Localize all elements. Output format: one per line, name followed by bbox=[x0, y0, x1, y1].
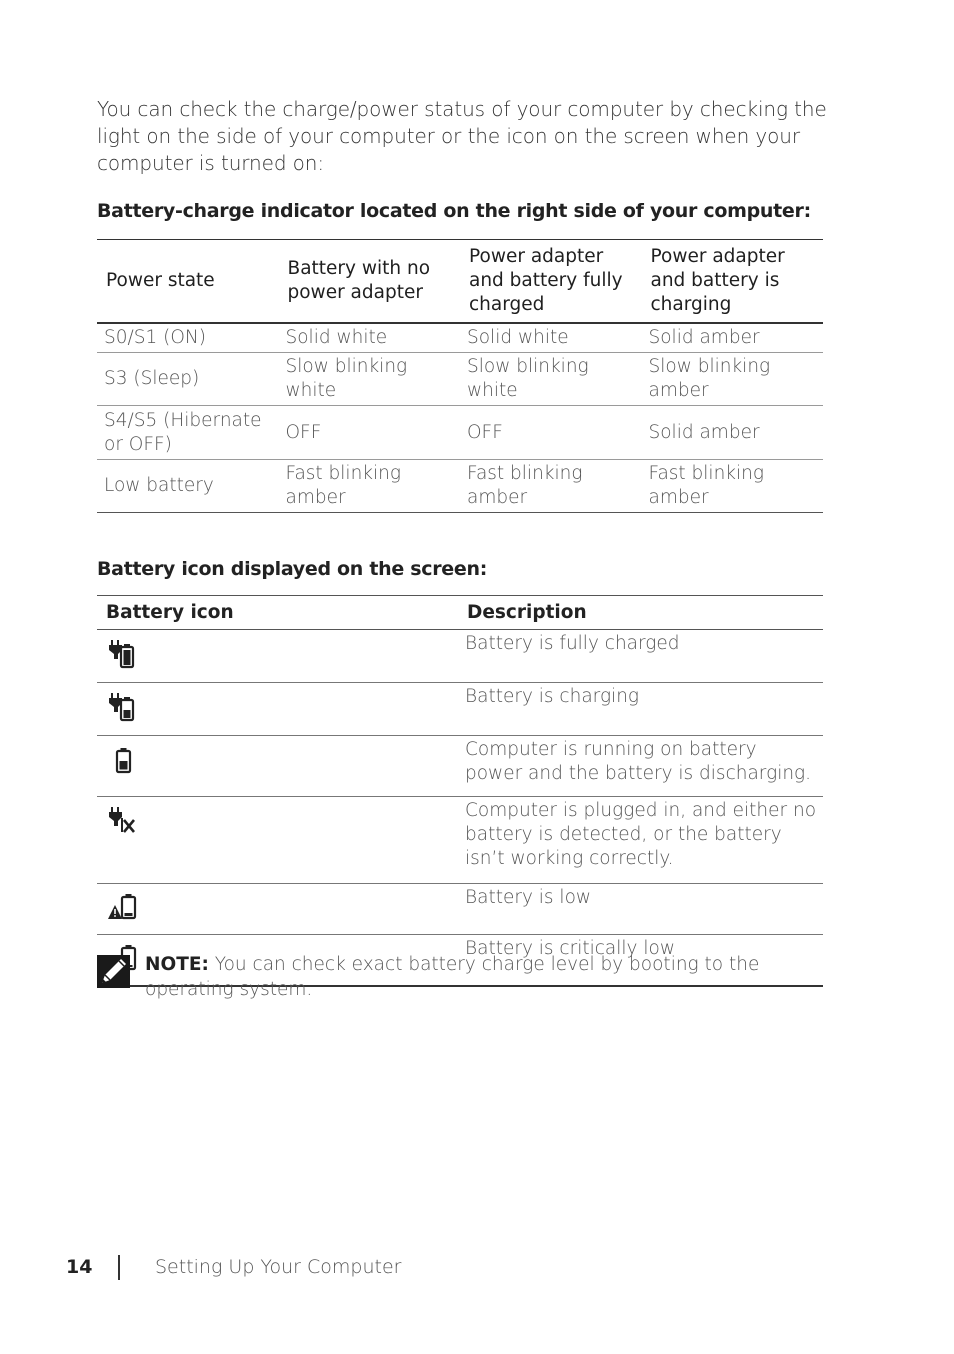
table-row bbox=[97, 323, 823, 353]
table-row bbox=[97, 797, 823, 884]
description-cell: Computer is plugged in, and either no battery is detected, or the battery isn’t working correctly. bbox=[458, 797, 823, 884]
description-cell: Battery is critically low bbox=[458, 935, 823, 987]
note-text bbox=[145, 952, 805, 1002]
header-fully-charged: Power adapter and battery fully charged bbox=[460, 240, 642, 324]
table-row bbox=[97, 736, 823, 797]
footer-section-title: Setting Up Your Computer bbox=[155, 1256, 402, 1278]
header-charging: Power adapter and battery is charging bbox=[642, 240, 824, 324]
intro-paragraph: You can check the charge/power status of your computer by checking the light on the side of your computer or the icon on the screen when your computer is turned on: bbox=[97, 97, 827, 175]
table-cell: Fast blinking amber bbox=[279, 460, 461, 513]
table-cell: S4/S5 (Hibernate or OFF) bbox=[97, 406, 279, 460]
battery-low-warning-icon bbox=[107, 892, 139, 922]
battery-indicator-table bbox=[97, 239, 823, 513]
description-cell: Battery is low bbox=[458, 884, 823, 935]
table-cell: Low battery bbox=[97, 460, 279, 513]
table-cell: OFF bbox=[279, 406, 461, 460]
table-cell: Solid amber bbox=[642, 323, 824, 353]
table-cell: Solid amber bbox=[642, 406, 824, 460]
table-row bbox=[97, 683, 823, 736]
note-body: You can check exact battery charge level by booting to the operating system. bbox=[145, 954, 760, 1000]
footer-separator bbox=[118, 1255, 120, 1280]
table-cell: S0/S1 (ON) bbox=[97, 323, 279, 353]
battery-discharging-icon bbox=[107, 744, 137, 776]
table-cell: Slow blinking white bbox=[279, 353, 461, 406]
note-label: NOTE: bbox=[145, 954, 209, 975]
header-description: Description bbox=[458, 596, 823, 630]
table-cell: Slow blinking amber bbox=[642, 353, 824, 406]
battery-icon-heading: Battery icon displayed on the screen: bbox=[97, 558, 487, 580]
table-cell: Slow blinking white bbox=[460, 353, 642, 406]
header-no-adapter: Battery with no power adapter bbox=[279, 240, 461, 324]
header-power-state: Power state bbox=[97, 240, 279, 324]
plug-battery-charging-icon bbox=[107, 691, 137, 723]
page-number: 14 bbox=[66, 1256, 93, 1278]
description-cell: Battery is fully charged bbox=[458, 630, 823, 683]
note-pencil-icon bbox=[97, 955, 130, 988]
table-row bbox=[97, 353, 823, 406]
table-cell: S3 (Sleep) bbox=[97, 353, 279, 406]
description-cell: Battery is charging bbox=[458, 683, 823, 736]
table-cell: Solid white bbox=[279, 323, 461, 353]
table-header-row bbox=[97, 240, 823, 324]
table-header-row bbox=[97, 596, 823, 630]
table-cell: Fast blinking amber bbox=[460, 460, 642, 513]
plug-no-battery-icon bbox=[107, 805, 137, 837]
table-row bbox=[97, 884, 823, 935]
plug-battery-full-icon bbox=[107, 638, 137, 670]
description-cell: Computer is running on battery power and the battery is discharging. bbox=[458, 736, 823, 797]
table-row bbox=[97, 460, 823, 513]
table-row bbox=[97, 406, 823, 460]
table-cell: OFF bbox=[460, 406, 642, 460]
battery-icon-table bbox=[97, 595, 823, 987]
header-battery-icon: Battery icon bbox=[97, 596, 458, 630]
table-cell: Solid white bbox=[460, 323, 642, 353]
battery-indicator-heading: Battery-charge indicator located on the right side of your computer: bbox=[97, 200, 811, 222]
table-cell: Fast blinking amber bbox=[642, 460, 824, 513]
table-row bbox=[97, 630, 823, 683]
